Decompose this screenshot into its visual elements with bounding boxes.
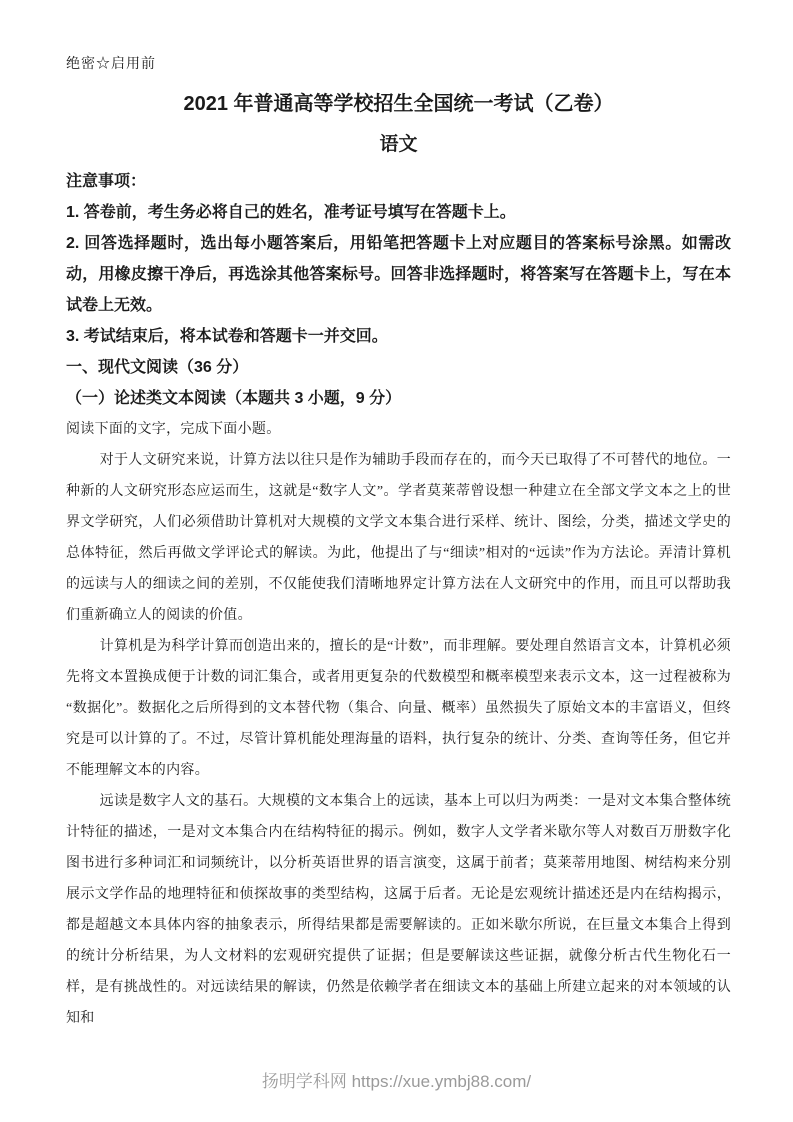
- subpart-heading: （一）论述类文本阅读（本题共 3 小题，9 分）: [66, 390, 402, 407]
- notice-item-2: 2. 回答选择题时，选出每小题答案后，用铅笔把答题卡上对应题目的答案标号涂黑。如需改动，用橡皮擦干净后，再选涂其他答案标号。回答非选择题时，将答案写在答题卡上，写在本试卷上无效。: [66, 235, 731, 314]
- notice-item-1: 1. 答卷前，考生务必将自己的姓名，准考证号填写在答题卡上。: [66, 204, 516, 221]
- passage-paragraph-3: 远读是数字人文的基石。大规模的文本集合上的远读，基本上可以归为两类：一是对文本集合整体统计特征的描述，一是对文本集合内在结构特征的揭示。例如，数字人文学者米歇尔等人对数百万册数字化图书进行多种词汇和词频统计，以分析英语世界的语言演变，这属于前者；莫莱蒂用地图、树结构来分别展示文学作品的地理特征和侦探故事的类型结构，这属于后者。无论是宏观统计描述还是内在结构揭示，都是超越文本具体内容的抽象表示，所得结果都是需要解读的。正如米歇尔所说，在巨量文本集合上得到的统计分析结果，为人文材料的宏观研究提供了证据；但是要解读这些证据，就像分析古代生物化石一样，是有挑战性的。对远读结果的解读，仍然是依赖学者在细读文本的基础上所建立起来的对本领域的认知和: [66, 794, 731, 1026]
- reading-instruction: 阅读下面的文字，完成下面小题。: [66, 422, 281, 437]
- watermark-site-name: 扬明学科网: [261, 1072, 347, 1091]
- watermark-footer: [0, 1067, 793, 1092]
- notice-heading: 注意事项：: [66, 173, 147, 190]
- notice-item-3: 3. 考试结束后，将本试卷和答题卡一并交回。: [66, 328, 388, 345]
- document-body: [66, 166, 731, 1034]
- exam-title: 2021 年普通高等学校招生全国统一考试（乙卷）: [183, 93, 614, 115]
- watermark-url[interactable]: https://xue.ymbj88.com/: [351, 1072, 532, 1091]
- passage-paragraph-1: 对于人文研究来说，计算方法以往只是作为辅助手段而存在的，而今天已取得了不可替代的地位。一种新的人文研究形态应运而生，这就是“数字人文”。学者莫莱蒂曾设想一种建立在全部文学文本之上的世界文学研究，人们必须借助计算机对大规模的文学文本集合进行采样、统计、图绘，分类，描述文学史的总体特征，然后再做文学评论式的解读。为此，他提出了与“细读”相对的“远读”作为方法论。弄清计算机的远读与人的细读之间的差别，不仅能使我们清晰地界定计算方法在人文研究中的作用，而且可以帮助我们重新确立人的阅读的价值。: [66, 453, 731, 623]
- part-heading: 一、现代文阅读（36 分）: [66, 359, 249, 376]
- section-modern-text-reading: [66, 352, 731, 1034]
- passage-paragraph-2: 计算机是为科学计算而创造出来的，擅长的是“计数”，而非理解。要处理自然语言文本，计算机必须先将文本置换成便于计数的词汇集合，或者用更复杂的代数模型和概率模型来表示文本，这一过程被称为“数据化”。数据化之后所得到的文本替代物（集合、向量、概率）虽然损失了原始文本的丰富语义，但终究是可以计算的了。不过，尽管计算机能处理海量的语料，执行复杂的统计、分类、查询等任务，但它并不能理解文本的内容。: [66, 639, 731, 778]
- notice-section: [66, 166, 731, 352]
- classification-label: 绝密☆启用前: [66, 57, 156, 72]
- subject-title: 语文: [379, 134, 418, 155]
